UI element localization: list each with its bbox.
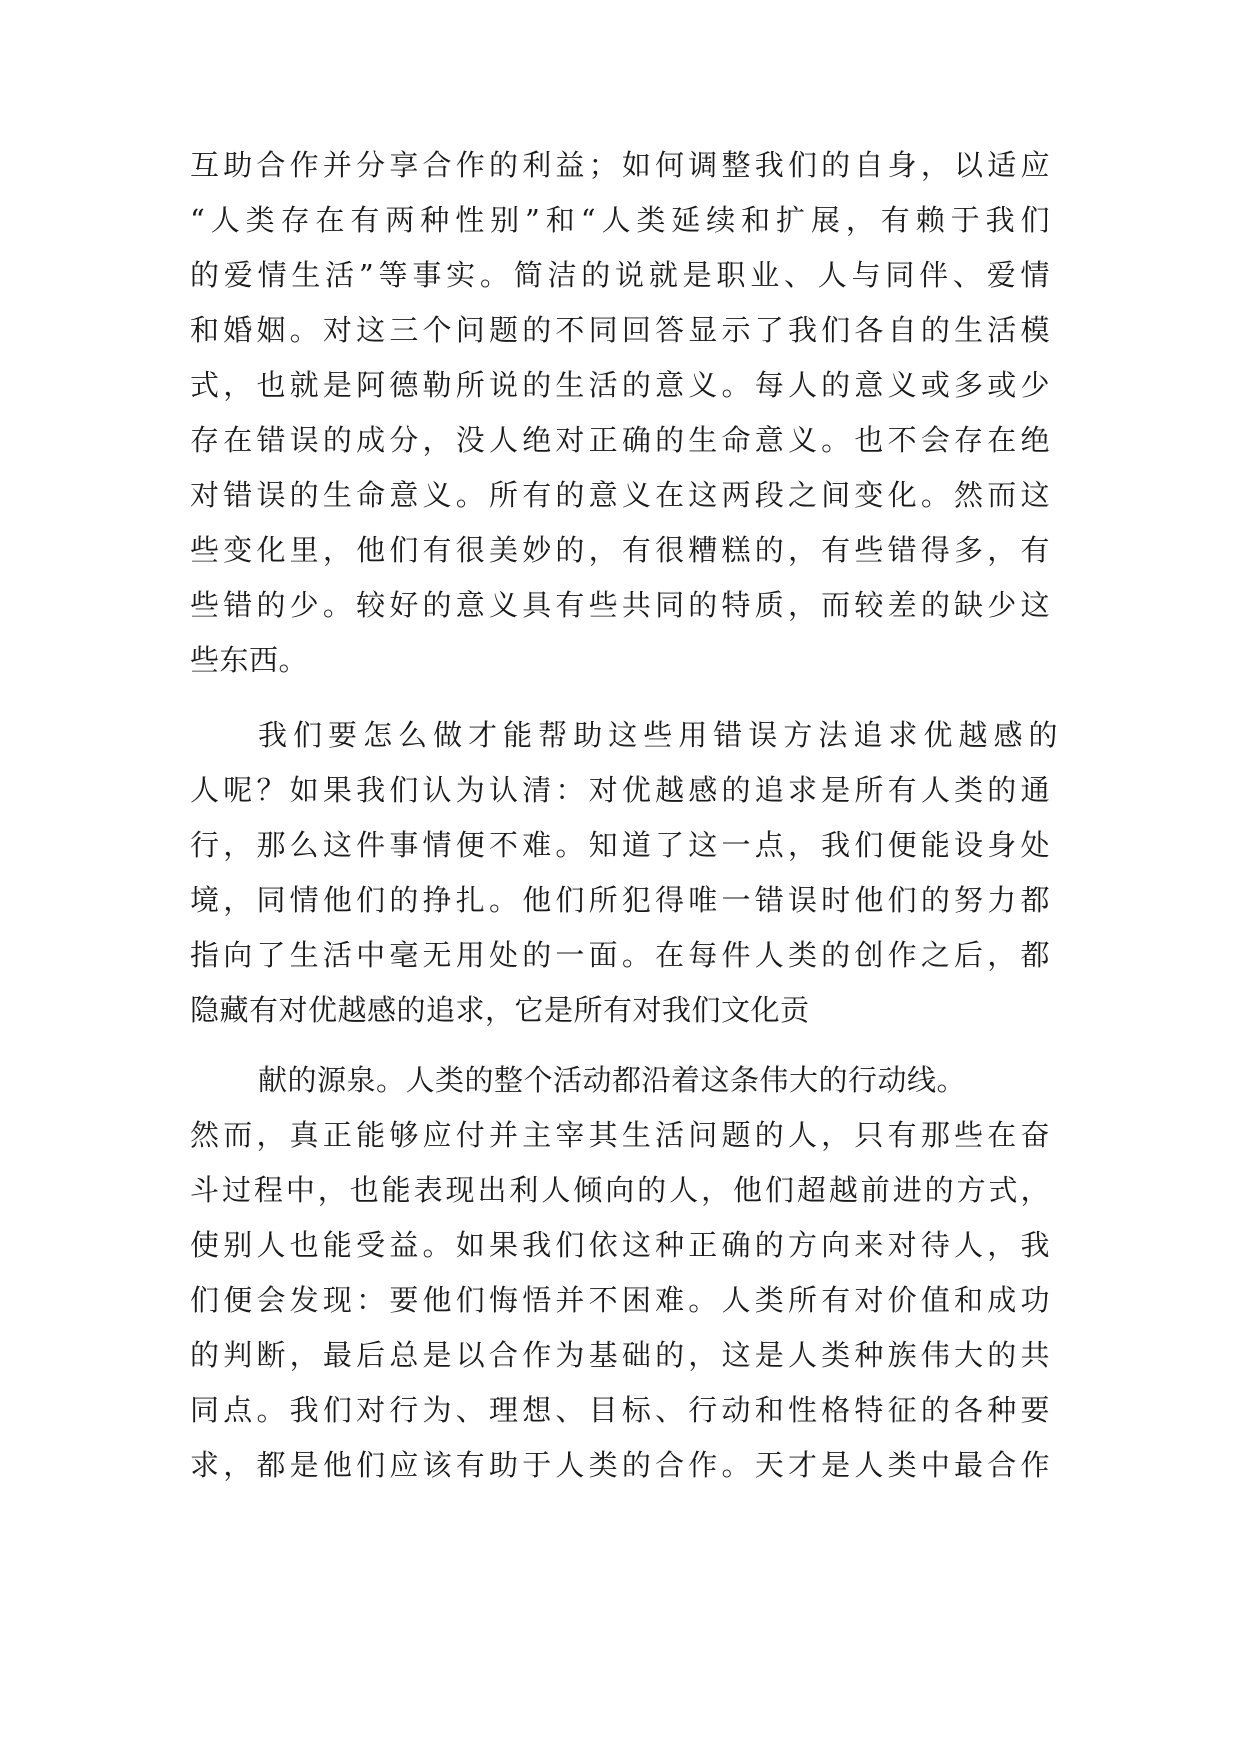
- text-line: 求，都是他们应该有助于人类的合作。天才是人类中最合作: [190, 1448, 1050, 1482]
- text-line: 行，那么这件事情便不难。知道了这一点，我们便能设身处: [190, 828, 1050, 862]
- text-line: 些东西。: [190, 643, 309, 677]
- text-line: 互助合作并分享合作的利益；如何调整我们的自身，以适应: [190, 148, 1050, 182]
- text-line: 的判断，最后总是以合作为基础的，这是人类种族伟大的共: [190, 1338, 1050, 1372]
- text-line: 然而，真正能够应付并主宰其生活问题的人，只有那些在奋: [190, 1118, 1050, 1152]
- text-line: 些错的少。较好的意义具有些共同的特质，而较差的缺少这: [190, 588, 1050, 622]
- text-line: 同点。我们对行为、理想、目标、行动和性格特征的各种要: [190, 1393, 1050, 1427]
- text-line: 的爱情生活”等事实。简洁的说就是职业、人与同伴、爱情: [190, 258, 1050, 292]
- text-line: 斗过程中，也能表现出利人倾向的人，他们超越前进的方式，: [190, 1173, 1050, 1207]
- text-line: 们便会发现：要他们悔悟并不困难。人类所有对价值和成功: [190, 1283, 1050, 1317]
- text-line: 存在错误的成分，没人绝对正确的生命意义。也不会存在绝: [190, 423, 1050, 457]
- text-line: 式，也就是阿德勒所说的生活的意义。每人的意义或多或少: [190, 368, 1050, 402]
- text-line: 人呢？如果我们认为认清：对优越感的追求是所有人类的通: [190, 773, 1050, 807]
- text-line: 些变化里，他们有很美妙的，有很糟糕的，有些错得多，有: [190, 533, 1050, 567]
- paragraph-first-line: 我们要怎么做才能帮助这些用错误方法追求优越感的: [258, 718, 1058, 752]
- text-line: 对错误的生命意义。所有的意义在这两段之间变化。然而这: [190, 478, 1050, 512]
- text-line: “人类存在有两种性别”和“人类延续和扩展，有赖于我们: [190, 203, 1050, 237]
- text-line: 和婚姻。对这三个问题的不同回答显示了我们各自的生活模: [190, 313, 1050, 347]
- text-line: 指向了生活中毫无用处的一面。在每件人类的创作之后，都: [190, 938, 1050, 972]
- text-line: 使别人也能受益。如果我们依这种正确的方向来对待人，我: [190, 1228, 1050, 1262]
- paragraph-first-line: 献的源泉。人类的整个活动都沿着这条伟大的行动线。: [258, 1063, 967, 1097]
- text-line: 隐藏有对优越感的追求，它是所有对我们文化贡: [190, 993, 810, 1027]
- text-line: 境，同情他们的挣扎。他们所犯得唯一错误时他们的努力都: [190, 883, 1050, 917]
